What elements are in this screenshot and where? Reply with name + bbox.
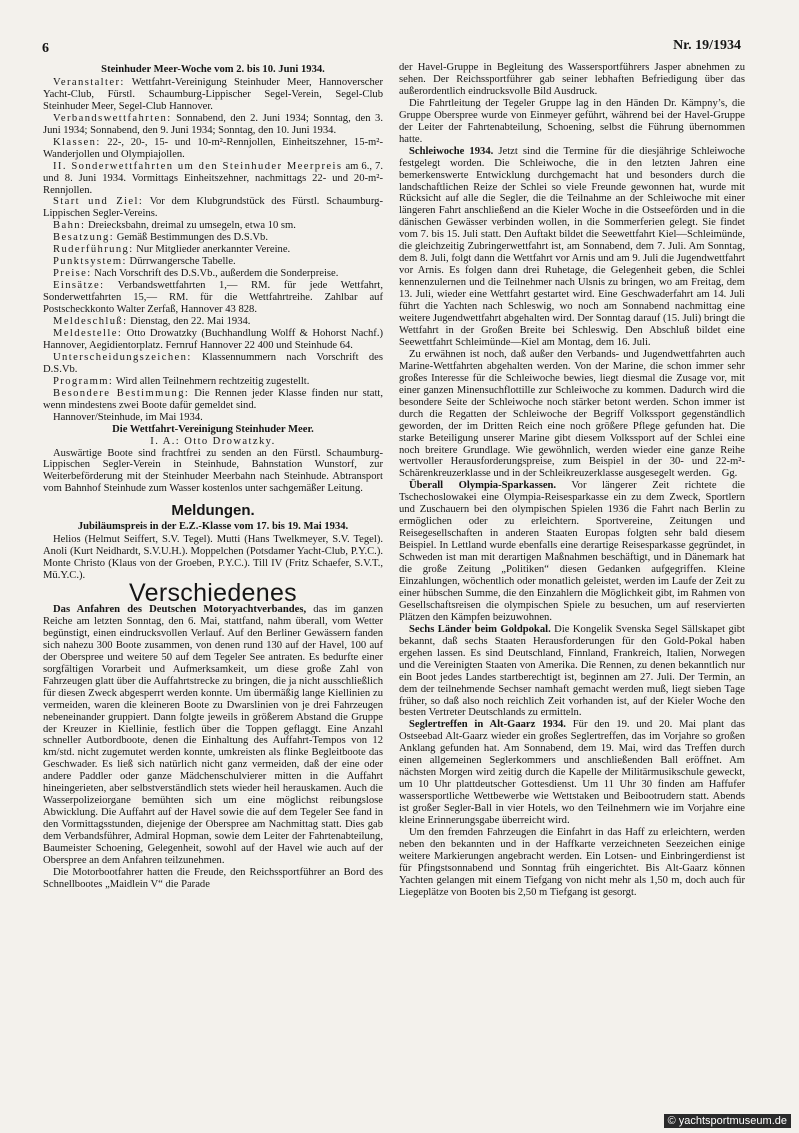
marine-paragraph: [399, 349, 745, 480]
seglertreffen-lead: Seglertreffen in Alt-Gaarz 1934.: [409, 719, 566, 731]
left-column: [43, 62, 383, 891]
schleiwoche-paragraph: [399, 146, 745, 349]
page-number: 6: [42, 41, 49, 56]
motorboat-parade-paragraph: Die Motorbootfahrer hatten die Freude, den Reichssportführer an Bord des Schnellbootes „Maidlein V“ die Parade: [43, 866, 383, 890]
program-text: Wird allen Teilnehmern rechtzeitig zugestellt.: [113, 375, 310, 387]
crew-label: Besatzung:: [53, 232, 115, 244]
sail-marks-paragraph: [43, 352, 383, 376]
classes-text: 22-, 20-, 15- und 10-m²-Rennjollen, Einheitszehner, 15-m²-Wanderjollen und Olympiajollen.: [43, 136, 383, 160]
goldpokal-lead: Sechs Länder beim Goldpokal.: [409, 623, 551, 635]
start-finish-label: Start und Ziel:: [53, 196, 144, 208]
place-date: Hannover/Steinhude, im Mai 1934.: [53, 411, 203, 423]
program-paragraph: [43, 376, 383, 388]
special-rule-paragraph: [43, 388, 383, 412]
points-label: Punktsystem:: [53, 256, 127, 268]
transport-note: Auswärtige Boote sind frachtfrei zu senden an den Fürstl. Schaumburg-Lippischen Segler-Verein in Steinhude, Bahnstation Wunstorf, zur Weiterbeförderung mit der Steinhuder Meerbahn nach Steinhude. Abtransport vom Bahnhof Steinhude zum Wasser kostenlos unter sachgemäßer Leitung.: [43, 447, 383, 495]
signer-organization: Die Wettfahrt-Vereinigung Steinhuder Meer.: [112, 423, 314, 435]
fees-text: Verbandswettfahrten 1,— RM. für jede Wettfahrt, Sonderwettfahrten 15,— RM. für die Wettfahrtreihe. Zahlbar auf Postscheckkonto Walter Zerfaß, Hannover 43 828.: [43, 280, 383, 316]
points-paragraph: [43, 256, 383, 268]
special-rule-text: Die Rennen jeder Klasse finden nur statt, wenn mindestens zwei Boote dafür gemeldet sind.: [43, 387, 383, 411]
seglertreffen-text: Für den 19. und 20. Mai plant das Ostseebad Alt-Gaarz wieder ein großes Seglertreffen, das im Vorjahre so großen Anklang gefunden hat. Am Sonnabend, dem 19. Mai, wird das Treffen durch einen allgemeinen Seglerkommers und anschließenden Ball eröffnet. Am nächsten Morgen wird zeitig durch die Kapelle der Militärmusikschule geweckt, um 10 Uhr plattdeutscher Gottesdienst. Um 11 Uhr 30 finden am Haffufer wassersportliche Wettbewerbe wie Wettstaken und Beibootrudern statt. Abends ist großer Segler-Ball in vier Hotels, wo den Teilnehmern wie im Vorjahre eine kleine Erinnerungsgabe überreicht wird.: [399, 719, 746, 827]
entry-office-paragraph: [43, 328, 383, 352]
prizes-text: Nach Vorschrift des D.S.Vb., außerdem die Sonderpreise.: [91, 268, 339, 280]
start-finish-text: Vor dem Klubgrundstück des Fürstl. Schaumburg-Lippischen Segler-Vereins.: [43, 196, 383, 220]
olympia-paragraph: [399, 480, 745, 623]
classes-paragraph: [43, 137, 383, 161]
special-races-text: am 6., 7. und 8. Juni 1934. Vormittags Einheitszehner, nachmittags 22- und 20-m²-Rennjollen.: [43, 160, 383, 196]
federation-races-paragraph: [43, 113, 383, 137]
motoryacht-lead: Das Anfahren des Deutschen Motoryachtverbandes,: [53, 603, 307, 615]
motoryacht-text: das im ganzen Reiche am letzten Sonntag, den 6. Mai, stattfand, nahm überall, vom Wetter begünstigt, einen eindrucksvollen Verlauf. Auf den Berliner Gewässern fanden sich nahezu 300 Boote zusammen, von denen rund 130 auf der Havel, 100 auf der Oberspree und weitere 50 auf dem Tegeler See antraten. Es bedurfte einer sorgfältigen Vorarbeit und Aufmerksamkeit, um diese große Zahl von Fahrzeugen glatt über die Auffahrtstrecke zu bringen, die ja nicht ausschließlich für diesen Zweck abgesperrt werden konnte. Um übermäßig lange Kiellinien zu vermeiden, waren die kleineren Boote zu Dwarslinien von je drei Fahrzeugen nebeneinander gruppiert. Dann folgte jeweils in größerem Abstand die Gruppe der Kreuzer in Kiellinie, festlich über die Toppen geflaggt. Eine Anzahl schneller Autbordboote, denen die Einhaltung des Auffahrt-Tempos von 12 km/std. nicht zugemutet werden konnte, umkreisten als flinke Begleitboote das Geschwader. Es ließ sich natürlich nicht ganz vermeiden, daß der eine oder andere Paddler oder ganze Mädchenschulvierer mitten in die Auffahrt hineingerieten, aber selbstverständlich stets wieder heil herauskamen. Auch die Wasserpolizeiorgane bemühten sich um eine möglichst reibungslose Abwicklung. Die Auffahrt auf der Havel sowie die auf dem Tegeler See fand in den Vormittagsstunden, diejenige der Oberspree am Nachmittag statt. Dies gab dem Verbandsführer, Admiral Hopman, sowie dem Leiter der Fahrtenabteilung, Baumeister Schoening, Gelegenheit, sowohl auf der Havel wie auch auf der Oberspree an dem Anfahren teilzunehmen.: [43, 603, 383, 866]
helm-label: Ruderführung:: [53, 244, 134, 256]
deadline-paragraph: [43, 316, 383, 328]
regatta-title: Steinhuder Meer-Woche vom 2. bis 10. Juni 1934.: [101, 64, 325, 75]
special-rule-label: Besondere Bestimmung:: [53, 387, 190, 399]
prizes-label: Preise:: [53, 268, 92, 280]
helm-text: Nur Mitglieder anerkannter Vereine.: [133, 244, 291, 256]
crew-paragraph: [43, 232, 383, 244]
goldpokal-paragraph: [399, 624, 745, 720]
schleiwoche-lead: Schleiwoche 1934.: [409, 145, 494, 157]
course-text: Dreiecksbahn, dreimal zu umsegeln, etwa 10 sm.: [85, 220, 296, 232]
copyright-watermark: © yachtsportmuseum.de: [664, 1114, 791, 1128]
deadline-text: Dienstag, den 22. Mai 1934.: [127, 316, 251, 328]
group-leaders-paragraph: Die Fahrtleitung der Tegeler Gruppe lag in den Händen Dr. Kämpny’s, die Gruppe Oberspree wurde von Einmeyer geführt, während bei der Havel-Gruppe der Leiter der Fahrtenabteilung, Schoening, selbst die Führung übernommen hatte.: [399, 97, 745, 145]
points-text: Dürrwangersche Tabelle.: [126, 256, 236, 268]
organizer-paragraph: [43, 77, 383, 113]
helm-paragraph: [43, 244, 383, 256]
start-finish-paragraph: [43, 196, 383, 220]
federation-races-label: Verbandswettfahrten:: [53, 112, 172, 124]
sail-marks-label: Unterscheidungszeichen:: [53, 351, 192, 363]
verschiedenes-heading: Verschiedenes: [129, 579, 297, 608]
jubilee-entries: Helios (Helmut Seiffert, S.V. Tegel). Mutti (Hans Twelkmeyer, S.V. Tegel). Anoli (Kurt Neidhardt, S.V.U.H.). Moppelchen (Potsdamer Yacht-Club, P.Y.C.). Monte Christo (Klaus von der Groeben, P.Y.C.). Till IV (Fritz Schaefer, S.V.T., Mü.Y.C.).: [43, 534, 383, 582]
right-column: [399, 62, 745, 899]
seglertreffen-paragraph: [399, 719, 745, 827]
jubilee-prize-title: Jubiläumspreis in der E.Z.-Klasse vom 17. bis 19. Mai 1934.: [77, 521, 349, 533]
classes-label: Klassen:: [53, 136, 101, 148]
organizer-label: Veranstalter:: [53, 76, 125, 88]
fees-label: Einsätze:: [53, 280, 105, 292]
fees-paragraph: [43, 280, 383, 316]
motoryacht-paragraph: [43, 604, 383, 867]
crew-text: Gemäß Bestimmungen des D.S.Vb.: [114, 232, 268, 244]
marine-text: Zu erwähnen ist noch, daß außer den Verbands- und Jugendwettfahrten auch Marine-Wettfahrten abgehalten werden. Von der Marine, die schon immer sehr großes Interesse für die Schleiwoche bewies, liegt diesmal die Zusage vor, mit einer ganzen Minensuchflottille zur Schleiwoche zu kommen. Dadurch wird die besondere Seite der Schleiwoche noch stärker betont werden. Schon immer ist durch die Regatten der Schleiwoche der Begriff Volkssport gegenständlich geworden, der im Dritten Reich eine noch größere Pflege gefunden hat. Die starke Beteiligung unserer Marine gibt diesem Volkssport auf der Schlei eine noch breitere Grundlage. Wie gewöhnlich, werden wieder eine ganze Reihe wertvoller Herausforderungspreise, zum Beispiel in der 30- und 22-m²-Schärenkreuzerklasse und in der Schleikreuzerklasse ausgesegelt werden.: [399, 348, 745, 480]
goldpokal-text: Die Kongelik Svenska Segel Sällskapet gibt bekannt, daß sechs Staaten Herausforderungen für den Gold-Pokal haben ergehen lassen. Es sind Deutschland, Finnland, Frankreich, Italien, Norwegen und die Vereinigten Staaten von Amerika. Die Rennen, zu denen bekanntlich nur ein Boot jedes Landes startberechtigt ist, beginnen am 27. Juli. Der Termin, an dem der teilnehmende Sechser namhaft gemacht werden muß, liegt sieben Tage früher, so daß also noch reichlich Zeit vorhanden ist, auf der Kieler Woche den besten Vertreter Deutschlands zu ermitteln.: [399, 623, 745, 719]
meldungen-heading: Meldungen.: [171, 502, 255, 520]
entry-office-label: Meldestelle:: [53, 327, 123, 339]
haff-entry-paragraph: Um den fremden Fahrzeugen die Einfahrt in das Haff zu erleichtern, werden neben den bekannten und in der Haffkarte verzeichneten Seezeichen einige weitere Markierungen angebracht werden. Ein Lotsen- und Einbringerdienst ist für Pfingstsonnabend und Sonntag früh eingerichtet. Bis Alt-Gaarz können Yachten gelangen mit einem Tiefgang von nicht mehr als 1,50 m, doch auch für Liegeplätze von Booten bis 2,50 m Tiefgang ist gesorgt.: [399, 827, 745, 898]
course-label: Bahn:: [53, 220, 86, 232]
special-races-label: II. Sonderwettfahrten um den Steinhuder Meerpreis: [53, 160, 343, 172]
prizes-paragraph: [43, 268, 383, 280]
issue-number: Nr. 19/1934: [673, 38, 741, 53]
organizer-text: Wettfahrt-Vereinigung Steinhuder Meer, Hannoverscher Yacht-Club, Fürstl. Schaumburg-Lippischer Segel-Verein, Segel-Club Steinhuder Meer, Segel-Club Hannover.: [43, 76, 383, 112]
federation-races-text: Sonnabend, den 2. Juni 1934; Sonntag, den 3. Juni 1934; Sonnabend, den 9. Juni 1934; Sonntag, den 10. Juni 1934.: [43, 112, 383, 136]
schleiwoche-text: Jetzt sind die Termine für die diesjährige Schleiwoche festgelegt worden. Die Schleiwoche, die in den letzten Jahren eine bemerkenswerte Entwicklung durchgemacht hat und besonders durch die landschaftlichen Reize der Schlei so viele Freunde gewonnen hat, wurde mit Rücksicht auf alle die Segler, die die Teilnahme an der Schleiwoche mit einer längeren Fahrt anschließend an die Kieler Woche in die Ostseeförden und in die dänischen Gewässer verbinden wollen, in die Sommerferien gelegt. Sie findet vom 7. bis 15. Juli statt. Den Auftakt bildet die Seewettfahrt Kiel—Schleimünde, die gleichzeitig Zubringerwettfahrt ist, am Sonnabend, dem 7. Juli. Am Sonntag, dem 8. Juli, folgt dann die Wettfahrt vor Arnis und am 9. Juli die Jugendwettfahrt vor Arnis. Es folgen dann drei Ruhetage, die Gelegenheit geben, die Schlei kennenzulernen und die Teilnehmer nach Ulsnis zu bringen, wo am Freitag, dem 13. Juli, wieder eine Wettfahrt gestartet wird. Eine Geschwaderfahrt am 14. Juli führt die Yachten nach Schleswig, wo noch am Sonnabend nachmittag eine weitere Jugendwettfahrt abgehalten wird. Der Sonntag darauf (15. Juli) bringt die Wettfahrt in der Großen Breite bei Schleswig. Den Abschluß bildet eine Seewettfahrt Schleimünde—Kiel am Montag, dem 16. Juli.: [399, 145, 745, 348]
program-label: Programm:: [53, 375, 114, 387]
sail-marks-text: Klassennummern nach Vorschrift des D.S.Vb.: [43, 351, 383, 375]
signer-name: I. A.: Otto Drowatzky.: [150, 435, 276, 447]
olympia-text: Vor längerer Zeit richtete die Tschechoslowakei eine Olympia-Reisesparkasse ein zu dem Zweck, Sportlern und Zuschauern bei den olympischen Spielen 1936 die Fahrt nach Berlin zu ermöglichen oder zu erleichtern. Sportvereine, Zeitungen und Reisegesellschaften in anderen Staaten Europas folgten sehr bald diesem Beispiel. In Lettland wurde ebenfalls eine derartige Reisesparkasse gegründet, in Schweden ist man mit derartigen Maßnahmen beschäftigt, und in Dänemark hat die große Zeitung „Politiken“ diesen Gedanken aufgegriffen. Kleine Einzahlungen, wöchentlich oder monatlich geleistet, werden im Laufe der Zeit zu einer hübschen Summe, die den Einzahlern die Möglichkeit gibt, im Rahmen von Gesellschaftsreisen die olympischen Spiele zu besuchen, um auf reservierten Plätzen den Kämpfen beizuwohnen.: [399, 480, 746, 623]
entry-office-text: Otto Drowatzky (Buchhandlung Wolff & Hohorst Nachf.) Hannover, Aegidientorplatz. Fernruf Hannover 22 400 und Steinhude 64.: [43, 327, 383, 351]
course-paragraph: [43, 220, 383, 232]
parade-continued: der Havel-Gruppe in Begleitung des Wassersportführers Jasper abnehmen zu sehen. Der Reichssportführer gab seiner lebhaften Befriedigung über das außerordentlich eindrucksvolle Bild Ausdruck.: [399, 62, 745, 97]
special-races-paragraph: [43, 161, 383, 197]
olympia-lead: Überall Olympia-Sparkassen.: [409, 480, 557, 492]
deadline-label: Meldeschluß:: [53, 316, 128, 328]
schleiwoche-signature: Gg.: [721, 468, 738, 480]
